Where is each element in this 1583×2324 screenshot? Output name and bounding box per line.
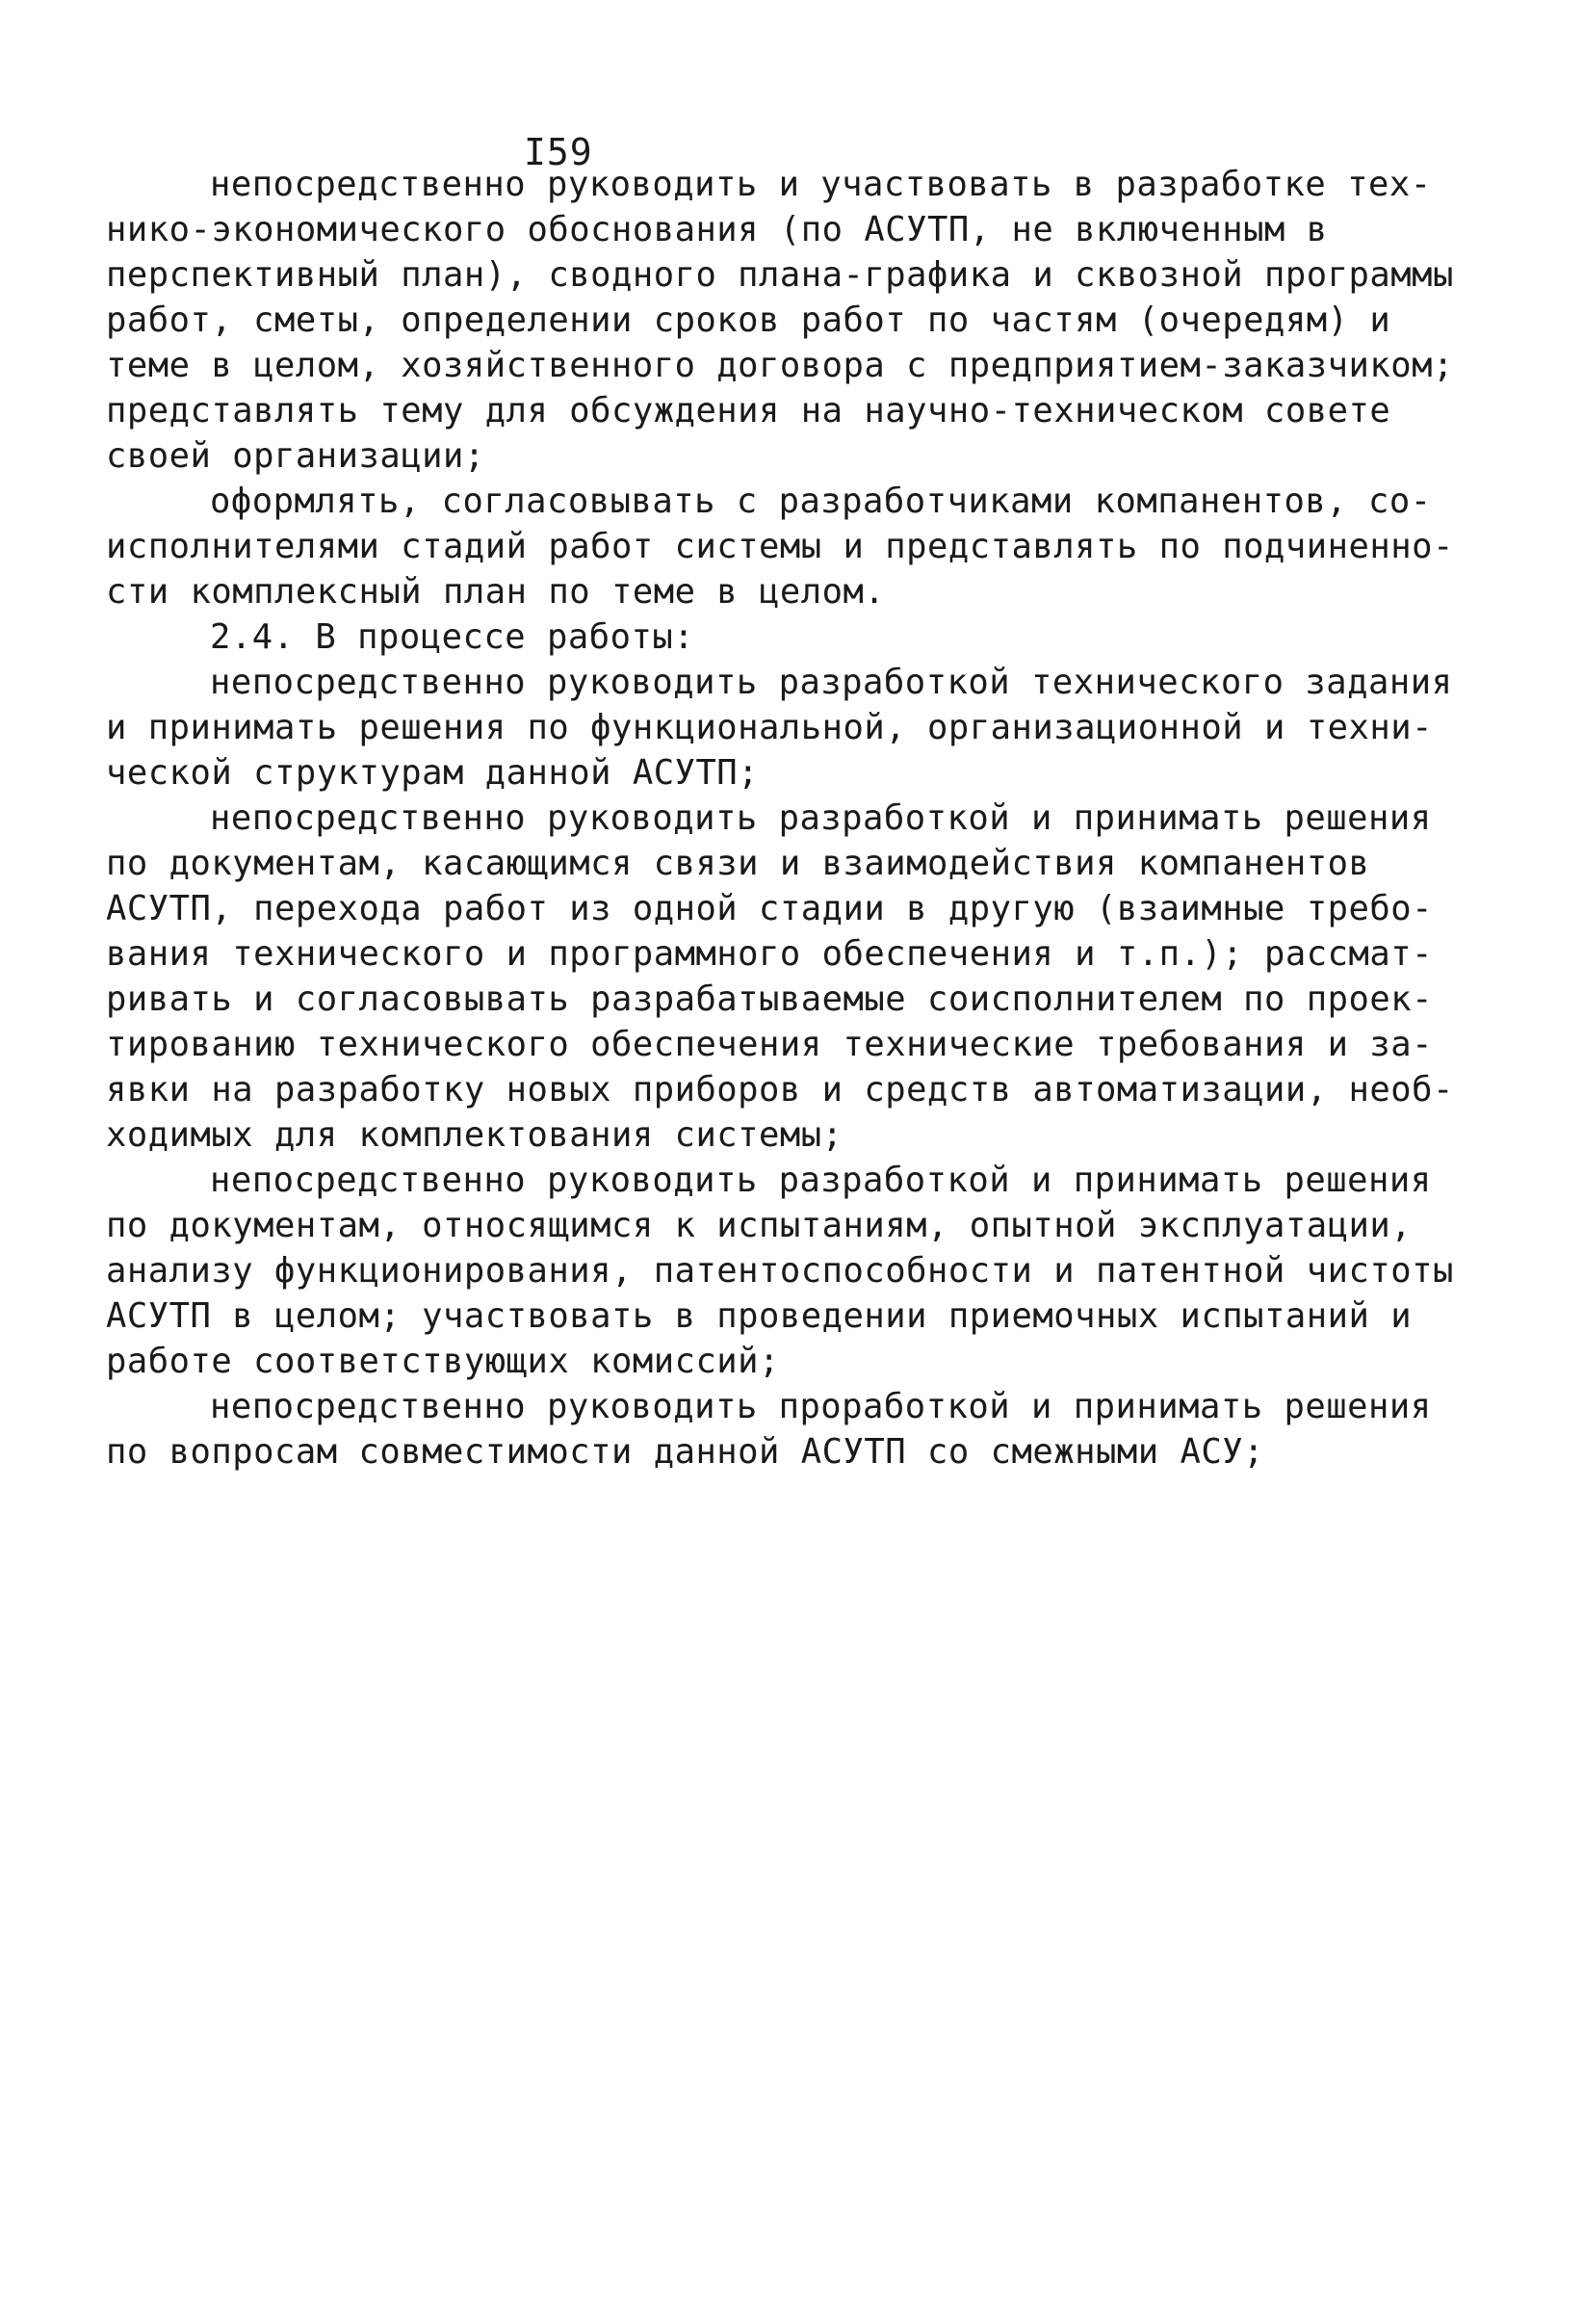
text-line: сти комплексный план по теме в целом. [106,572,886,612]
text-line: анализу функционирования, патентоспособности и патентной чистоты [106,1251,1454,1291]
text-line: исполнителями стадий работ системы и представлять по подчиненно- [106,527,1454,566]
text-line: работ, сметы, определении сроков работ по частям (очередям) и [106,300,1391,340]
text-line: представлять тему для обсуждения на научно-техническом совете [106,391,1391,431]
text-line: оформлять, согласовывать с разработчиками компанентов, со- [210,482,1432,521]
text-line: по документам, относящимся к испытаниям, опытной эксплуатации, [106,1206,1413,1245]
text-line: тированию технического обеспечения технические требования и за- [106,1025,1433,1064]
page-number: I59 [524,131,593,173]
section-heading: 2.4. В процессе работы: [210,617,695,657]
text-line: непосредственно руководить разработкой и принимать решения [210,798,1432,838]
text-line: по вопросам совместимости данной АСУТП со смежными АСУ; [106,1432,1265,1472]
text-line: ривать и согласовывать разрабатываемые соисполнителем по проек- [106,979,1433,1019]
text-line: перспективный план), сводного плана-графика и сквозной программы [106,255,1454,295]
text-line: нико-экономического обоснования (по АСУТП, не включенным в [106,210,1328,249]
text-line: явки на разработку новых приборов и средств автоматизации, необ- [106,1070,1454,1110]
text-line: ческой структурам данной АСУТП; [106,753,760,793]
text-line: АСУТП в целом; участвовать в проведении приемочных испытаний и [106,1296,1413,1336]
text-line: своей организации; [106,436,485,476]
text-line: непосредственно руководить проработкой и принимать решения [210,1387,1432,1426]
text-line: работе соответствующих комиссий; [106,1342,780,1381]
text-line: по документам, касающимся связи и взаимодействия компанентов [106,844,1370,883]
text-line: ходимых для комплектования системы; [106,1115,843,1155]
text-line: непосредственно руководить и участвовать в разработке тех- [210,165,1432,204]
text-line: вания технического и программного обеспечения и т.п.); рассмат- [106,934,1433,974]
text-line: АСУТП, перехода работ из одной стадии в другую (взаимные требо- [106,889,1433,928]
text-line: теме в целом, хозяйственного договора с предприятием-заказчиком; [106,346,1454,385]
text-line: непосредственно руководить разработкой и принимать решения [210,1161,1432,1200]
text-line: непосредственно руководить разработкой технического задания [210,663,1453,702]
text-line: и принимать решения по функциональной, организационной и техни- [106,708,1433,747]
